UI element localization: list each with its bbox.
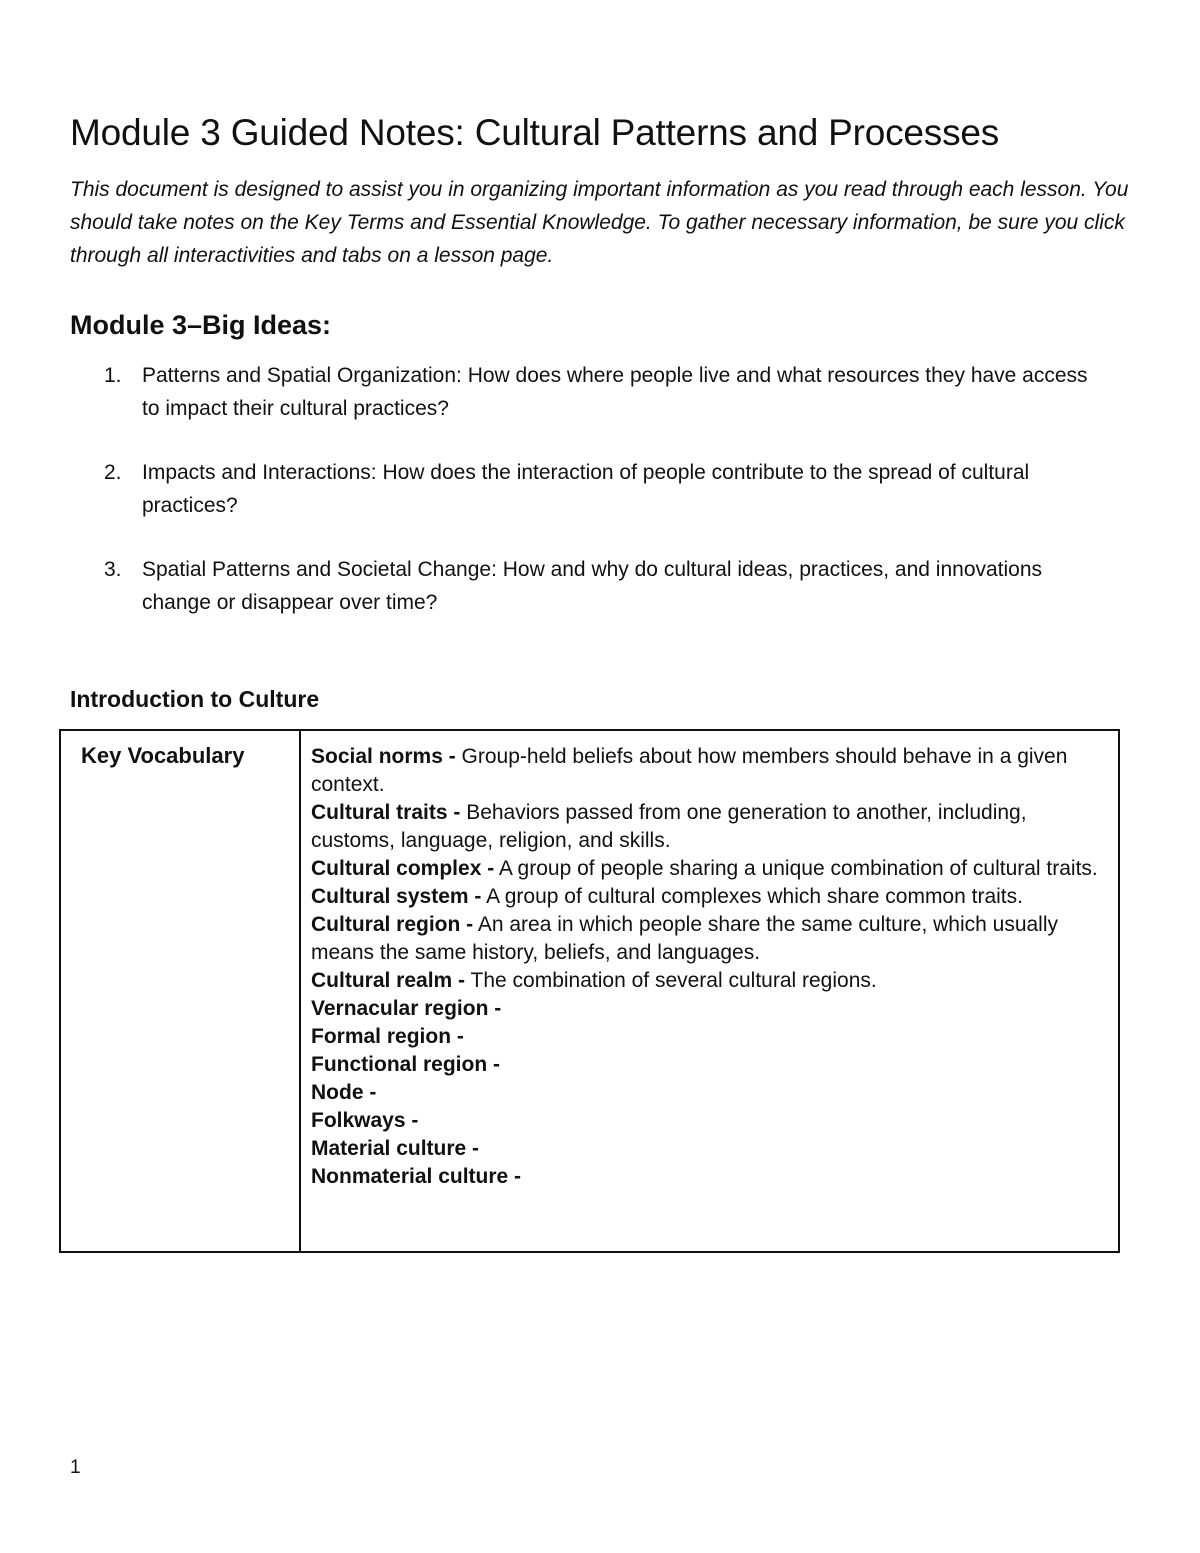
vocab-term: Cultural region - [311,913,474,936]
vocab-entry [311,799,1101,855]
vocab-definition: Behaviors passed from one generation to another, including, customs, language, religion, and skills. [311,801,1027,852]
vocab-entries-cell [311,743,1101,1191]
vocab-entry [311,883,1101,911]
vocab-term: Cultural complex - [311,857,495,880]
big-idea-item [70,456,1110,522]
vocab-term: Cultural traits - [311,801,461,824]
big-idea-number: 3. [104,558,122,581]
vocab-entry [311,1023,1101,1051]
vocab-term: Cultural system - [311,885,482,908]
big-idea-item [70,553,1110,619]
vocab-entry [311,1163,1101,1191]
vocab-label: Key Vocabulary [81,743,245,768]
big-idea-number: 1. [104,364,122,387]
vocab-definition: An area in which people share the same culture, which usually means the same history, beliefs, and languages. [311,913,1059,964]
page-number: 1 [70,1457,81,1478]
vocab-entry [311,1079,1101,1107]
big-idea-text: Impacts and Interactions: How does the interaction of people contribute to the spread of cultural practices? [142,461,1030,517]
vocab-entry [311,995,1101,1023]
vocab-entry [311,743,1101,799]
big-ideas-heading: Module 3–Big Ideas: [70,310,332,340]
vocab-definition: A group of cultural complexes which share common traits. [481,885,1023,908]
vocab-label-cell [61,731,301,1251]
big-ideas-list [70,359,1110,650]
vocab-term: Nonmaterial culture - [311,1165,522,1188]
key-vocabulary-table [59,729,1120,1253]
vocab-term: Functional region - [311,1053,500,1076]
vocab-entry [311,1135,1101,1163]
vocab-term: Vernacular region - [311,997,502,1020]
section-heading: Introduction to Culture [70,686,320,712]
vocab-definition: The combination of several cultural regions. [465,969,877,992]
vocab-term: Cultural realm - [311,969,466,992]
vocab-definition: Group-held beliefs about how members should behave in a given context. [311,745,1068,796]
big-idea-item [70,359,1110,425]
big-idea-text: Spatial Patterns and Societal Change: How and why do cultural ideas, practices, and innovations change or disappear over time? [142,558,1043,614]
vocab-entry [311,1051,1101,1079]
vocab-entry [311,855,1101,883]
big-idea-text: Patterns and Spatial Organization: How does where people live and what resources they have access to impact their cultural practices? [142,364,1088,420]
vocab-term: Social norms - [311,745,456,768]
vocab-entry [311,967,1101,995]
big-idea-number: 2. [104,461,122,484]
intro-paragraph: This document is designed to assist you in organizing important information as you read through each lesson. You should take notes on the Key Terms and Essential Knowledge. To gather necessary information, be sure you click through all interactivities and tabs on a lesson page. [70,178,1129,267]
vocab-term: Node - [311,1081,377,1104]
vocab-term: Folkways - [311,1109,419,1132]
vocab-entry [311,911,1101,967]
vocab-term: Material culture - [311,1137,480,1160]
page-title: Module 3 Guided Notes: Cultural Patterns and Processes [70,112,1000,153]
vocab-term: Formal region - [311,1025,464,1048]
vocab-definition: A group of people sharing a unique combination of cultural traits. [494,857,1098,880]
vocab-entry [311,1107,1101,1135]
